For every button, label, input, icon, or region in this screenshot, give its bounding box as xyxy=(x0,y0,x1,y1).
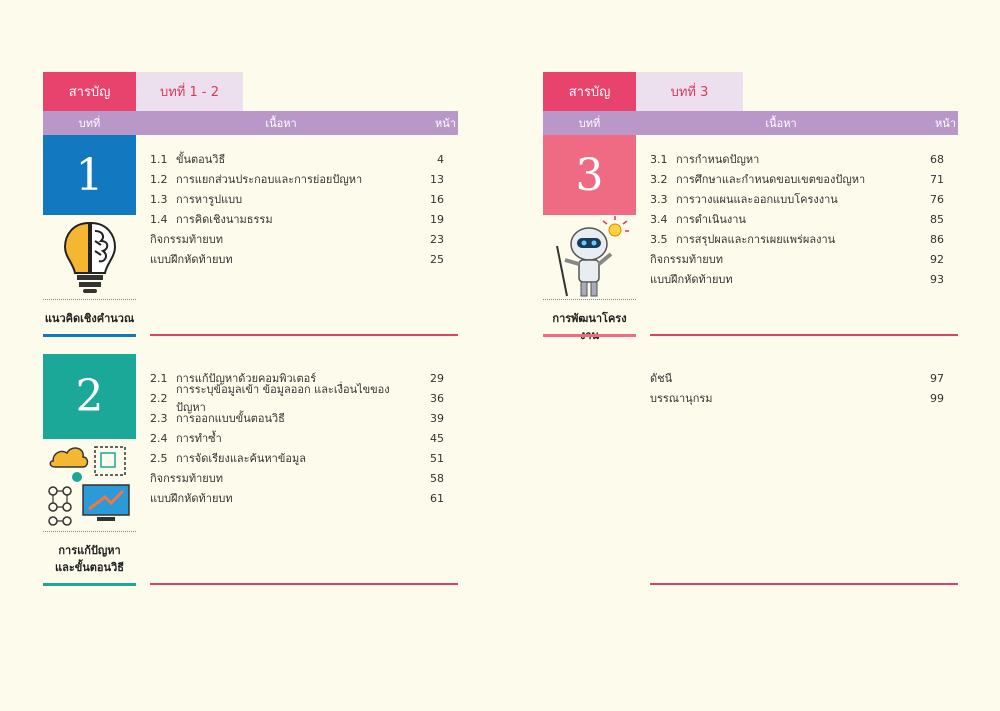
header-page: หน้า xyxy=(435,117,456,130)
toc-entry-bibliography[interactable]: บรรณานุกรม 99 xyxy=(650,391,944,405)
tab-chapters-1-2[interactable]: บทที่ 1 - 2 xyxy=(136,72,243,111)
chapter-2-entries xyxy=(136,354,458,586)
toc-entry-index[interactable]: ดัชนี 97 xyxy=(650,371,944,385)
toc-entry[interactable]: แบบฝึกหัดท้ายบท 61 xyxy=(150,491,444,505)
chapter-2-section xyxy=(43,354,458,586)
toc-entry[interactable]: 2.3 การออกแบบขั้นตอนวิธี 39 xyxy=(150,411,444,425)
robot-teacher-icon xyxy=(543,215,636,299)
tab-bar xyxy=(543,72,958,111)
header-chapter: บทที่ xyxy=(78,117,101,130)
toc-entry[interactable]: 3.5 การสรุปผลและการเผยแพร่ผลงาน 86 xyxy=(650,232,944,246)
tab-bar xyxy=(43,72,458,111)
tab-contents[interactable]: สารบัญ xyxy=(43,72,136,111)
header-content: เนื้อหา xyxy=(265,117,297,130)
right-page xyxy=(543,72,958,586)
chapter-3-section xyxy=(543,135,958,337)
toc-entry[interactable]: 3.1 การกำหนดปัญหา 68 xyxy=(650,152,944,166)
toc-entry[interactable]: แบบฝึกหัดท้ายบท 93 xyxy=(650,272,944,286)
toc-entry[interactable]: 2.5 การจัดเรียงและค้นหาข้อมูล 51 xyxy=(150,451,444,465)
chapter-1-section xyxy=(43,135,458,337)
chapter-1-underline xyxy=(43,334,136,337)
chapter-2-title: การแก้ปัญหา และขั้นตอนวิธี xyxy=(55,544,124,574)
chapter-1-entries xyxy=(136,135,458,337)
section-bottom-line xyxy=(150,583,458,585)
chapter-1-title: แนวคิดเชิงคำนวณ xyxy=(44,312,135,325)
lightbulb-brain-icon xyxy=(43,215,136,299)
chapter-number-1: 1 xyxy=(43,135,136,215)
table-header xyxy=(43,111,458,135)
appendix-entries xyxy=(636,354,958,586)
left-page xyxy=(43,72,458,586)
chapter-3-underline xyxy=(543,334,636,337)
section-bottom-line xyxy=(650,334,958,336)
header-page: หน้า xyxy=(935,117,956,130)
section-bottom-line xyxy=(150,334,458,336)
toc-entry[interactable]: กิจกรรมท้ายบท 92 xyxy=(650,252,944,266)
toc-entry[interactable]: 3.4 การดำเนินงาน 85 xyxy=(650,212,944,226)
section-bottom-line xyxy=(650,583,958,585)
toc-entry[interactable]: 2.4 การทำซ้ำ 45 xyxy=(150,431,444,445)
chapter-3-entries xyxy=(636,135,958,337)
chapter-2-underline xyxy=(43,583,136,586)
header-content: เนื้อหา xyxy=(765,117,797,130)
toc-entry[interactable]: กิจกรรมท้ายบท 58 xyxy=(150,471,444,485)
toc-entry[interactable]: 1.3 การหารูปแบบ 16 xyxy=(150,192,444,206)
flowchart-computer-icon xyxy=(43,439,136,531)
tab-chapter-3[interactable]: บทที่ 3 xyxy=(636,72,743,111)
toc-entry[interactable]: 1.4 การคิดเชิงนามธรรม 19 xyxy=(150,212,444,226)
toc-entry[interactable]: 2.1 การแก้ปัญหาด้วยคอมพิวเตอร์ 29 xyxy=(150,371,444,385)
chapter-number-2: 2 xyxy=(43,354,136,439)
toc-entry[interactable]: กิจกรรมท้ายบท 23 xyxy=(150,232,444,246)
header-chapter: บทที่ xyxy=(578,117,601,130)
toc-entry[interactable]: 1.1 ขั้นตอนวิธี 4 xyxy=(150,152,444,166)
chapter-number-3: 3 xyxy=(543,135,636,215)
toc-entry[interactable]: แบบฝึกหัดท้ายบท 25 xyxy=(150,252,444,266)
toc-entry[interactable]: 2.2 การระบุข้อมูลเข้า ข้อมูลออก และเงื่อนไขของปัญหา 36 xyxy=(150,383,444,414)
toc-entry[interactable]: 1.2 การแยกส่วนประกอบและการย่อยปัญหา 13 xyxy=(150,172,444,186)
toc-entry[interactable]: 3.3 การวางแผนและออกแบบโครงงาน 76 xyxy=(650,192,944,206)
table-header xyxy=(543,111,958,135)
chapter-3-title: การพัฒนาโครง xyxy=(552,312,627,325)
appendix-section xyxy=(543,354,958,586)
toc-entry[interactable]: 3.2 การศึกษาและกำหนดขอบเขตของปัญหา 71 xyxy=(650,172,944,186)
tab-contents[interactable]: สารบัญ xyxy=(543,72,636,111)
